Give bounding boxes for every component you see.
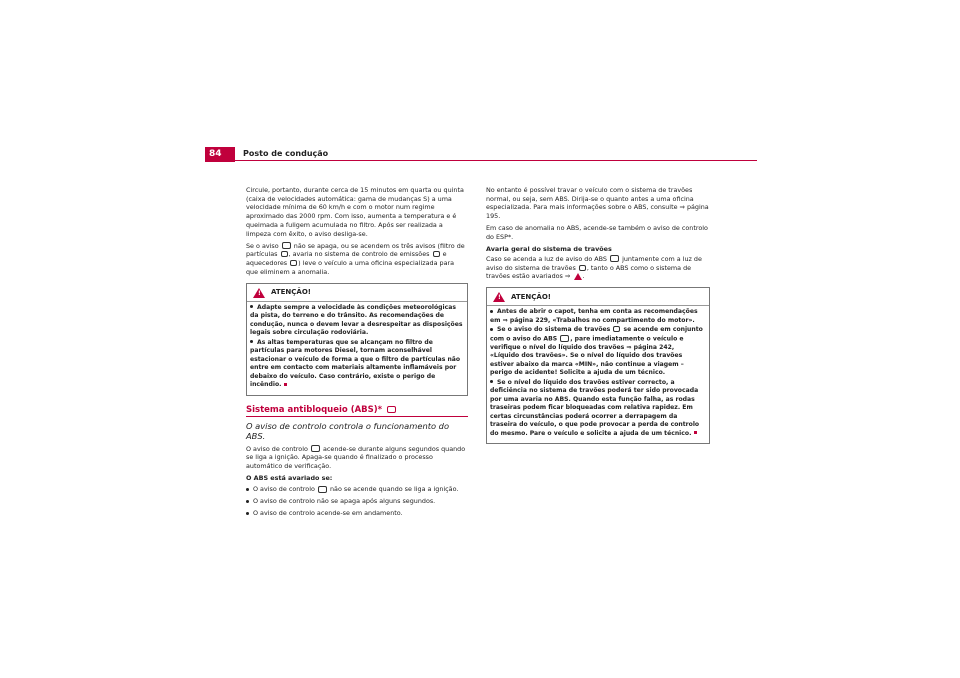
warning-item: Se o aviso do sistema de travões se acende em conjunto com o aviso do ABS , pare imediatamente o veículo e verifique o nível do líquido dos travões ⇒ página 242, «Líquido dos travões». Se o nível do líquido dos travões estiver abaixo da marca «MIN», não continue a viagem – perigo de acidente! Solicite a ajuda de um técnico.: [490, 326, 703, 377]
section-subtitle: O aviso de controlo controla o funcionamento do ABS.: [246, 421, 450, 442]
paragraph: Circule, portanto, durante cerca de 15 minutos em quarta ou quinta (caixa de velocidades automática: gama de mudanças S) a uma velocidade mínima de 60 km/h e com o motor num regime aproximado das 2000 rpm. Com isso, aumenta a temperatura e é queimada a fuligem acumulada no filtro. Após ser realizada a limpeza com êxito, o aviso desliga-se.: [246, 186, 464, 238]
paragraph: Em caso de anomalia no ABS, acende-se também o aviso de controlo do ESP*.: [486, 224, 708, 242]
left-column: [246, 186, 468, 522]
warning-title: ATENÇÃO!: [511, 292, 551, 301]
warning-triangle-icon: [574, 273, 582, 280]
end-marker-icon: [694, 431, 697, 434]
warning-item: Adapte sempre a velocidade às condições meteorológicas da pista, do terreno e do trânsito. As recomendações de condução, nunca o devem levar a desrespeitar as disposições legais sobre circulação rodoviária.: [250, 303, 463, 337]
glow-plug-icon: [290, 260, 297, 266]
list-item: O aviso de controlo acende-se em andamento.: [246, 509, 468, 518]
abs-fault-heading: O ABS está avariado se:: [246, 474, 333, 483]
paragraph: Caso se acenda a luz de aviso do ABS juntamente com a luz de aviso do sistema de travões , tanto o ABS como o sistema de travões estão avariados ⇒ .: [486, 254, 702, 281]
warning-box: [486, 287, 710, 444]
brake-system-icon: [613, 326, 620, 332]
end-marker-icon: [284, 383, 287, 386]
warning-triangle-icon: !: [493, 292, 505, 302]
paragraph: Se o aviso não se apaga, ou se acendem os três avisos (filtro de partículas , avaria no sistema de controlo de emissões e aquecedores ) leve o veículo a uma oficina especializada para que eliminem a anomalia.: [246, 241, 465, 276]
warning-box: [246, 283, 468, 396]
brake-system-icon: [579, 265, 586, 271]
abs-icon: [318, 486, 327, 493]
running-title: Posto de condução: [243, 149, 329, 158]
section-rule: [246, 416, 468, 417]
right-column: [486, 186, 710, 452]
paragraph: O aviso de controlo acende-se durante alguns segundos quando se liga a ignição. Apaga-se quando é finalizado o processo automático de verificação.: [246, 444, 466, 471]
brake-fault-heading: Avaria geral do sistema de travões: [486, 245, 612, 254]
section-title: Sistema antibloqueio (ABS)*: [246, 406, 468, 415]
warning-item: As altas temperaturas que se alcançam no filtro de partículas para motores Diesel, tornam aconselhável estacionar o veículo de forma a que o filtro de partículas não entre em contacto com materiais altamente inflamáveis por debaixo do veículo. Caso contrário, existe o perigo de incêndio.: [250, 338, 461, 389]
emissions-control-icon: [433, 251, 440, 257]
warning-title: ATENÇÃO!: [271, 288, 311, 297]
header-rule: [235, 160, 757, 161]
page-number: 84: [205, 147, 235, 162]
particle-filter-icon: [281, 251, 288, 257]
abs-icon: [387, 406, 396, 413]
paragraph: No entanto é possível travar o veículo com o sistema de travões normal, ou seja, sem ABS. Dirija-se o quanto antes a uma oficina especializada. Para mais informações sobre o ABS, consulte ⇒ página 195.: [486, 186, 709, 221]
list-item: O aviso de controlo não se apaga após alguns segundos.: [246, 497, 468, 506]
abs-icon: [610, 255, 619, 262]
warning-item: Se o nível do líquido dos travões estiver correcto, a deficiência no sistema de travões poderá ter sido provocada por uma avaria no ABS. Quando esta função falha, as rodas traseiras podem ficar bloqueadas com relativa rapidez. Em certas circunstâncias poderá ocorrer a derrapagem da traseira do veículo, o que pode provocar a perda de controlo do mesmo. Pare o veículo e solicite a ajuda de um técnico.: [490, 378, 700, 437]
warning-triangle-icon: !: [253, 288, 265, 298]
particle-filter-icon: [282, 242, 291, 249]
list-item: O aviso de controlo não se acende quando se liga a ignição.: [246, 485, 468, 494]
abs-icon: [311, 445, 320, 452]
abs-icon: [560, 335, 569, 342]
warning-item: Antes de abrir o capot, tenha em conta as recomendações em ⇒ página 229, «Trabalhos no compartimento do motor».: [490, 308, 698, 324]
